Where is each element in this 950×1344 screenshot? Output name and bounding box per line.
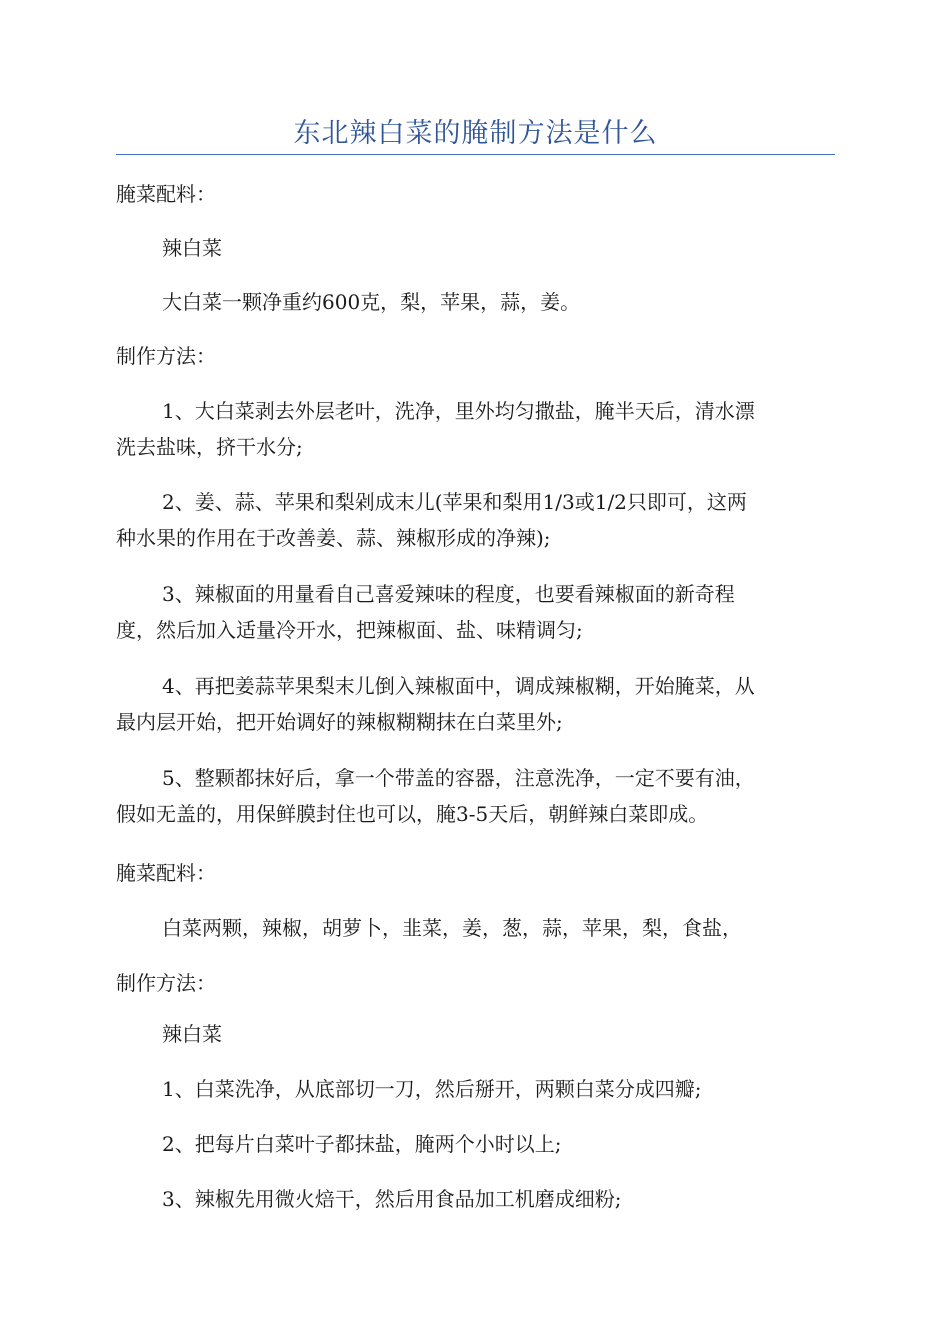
step-line: 最内层开始，把开始调好的辣椒糊糊抹在白菜里外; — [116, 710, 563, 734]
step-line: 洗去盐味，挤干水分; — [116, 435, 303, 459]
section1-step-1 — [116, 393, 835, 465]
section2-ingredients: 白菜两颗，辣椒，胡萝卜，韭菜，姜，葱，蒜，苹果，梨，食盐， — [162, 916, 742, 940]
step-line: 3、辣椒面的用量看自己喜爱辣味的程度，也要看辣椒面的新奇程 — [162, 582, 735, 606]
section1-step-3 — [116, 576, 835, 648]
step-line: 4、再把姜蒜苹果梨末儿倒入辣椒面中，调成辣椒糊，开始腌菜，从 — [162, 674, 755, 698]
section1-ingredients: 大白菜一颗净重约600克，梨，苹果，蒜，姜。 — [162, 290, 581, 314]
section1-step-5 — [116, 760, 835, 832]
section2-step-1: 1、白菜洗净，从底部切一刀，然后掰开，两颗白菜分成四瓣; — [162, 1077, 702, 1101]
step-line: 2、姜、蒜、苹果和梨剁成末儿(苹果和梨用1/3或1/2只即可，这两 — [162, 490, 747, 514]
document-title: 东北辣白菜的腌制方法是什么 — [293, 118, 658, 149]
section1-method-heading: 制作方法： — [116, 344, 216, 368]
section2-method-heading: 制作方法： — [116, 971, 216, 995]
section1-step-4 — [116, 668, 835, 740]
section2-step-2: 2、把每片白菜叶子都抹盐，腌两个小时以上; — [162, 1132, 562, 1156]
step-line: 种水果的作用在于改善姜、蒜、辣椒形成的净辣); — [116, 526, 551, 550]
step-line: 1、大白菜剥去外层老叶，洗净，里外均匀撒盐，腌半天后，清水漂 — [162, 399, 755, 423]
step-line: 5、整颗都抹好后，拿一个带盖的容器，注意洗净，一定不要有油， — [162, 766, 755, 790]
step-line: 度，然后加入适量冷开水，把辣椒面、盐、味精调匀; — [116, 618, 583, 642]
section1-step-2 — [116, 484, 835, 556]
step-line: 假如无盖的，用保鲜膜封住也可以，腌3-5天后，朝鲜辣白菜即成。 — [116, 802, 709, 826]
section1-ingredients-heading: 腌菜配料： — [116, 182, 216, 206]
section1-dish-name: 辣白菜 — [162, 236, 222, 260]
section2-dish-name: 辣白菜 — [162, 1022, 222, 1046]
section2-ingredients-heading: 腌菜配料： — [116, 861, 216, 885]
title-underline — [116, 154, 835, 155]
section2-step-3: 3、辣椒先用微火焙干，然后用食品加工机磨成细粉; — [162, 1187, 622, 1211]
